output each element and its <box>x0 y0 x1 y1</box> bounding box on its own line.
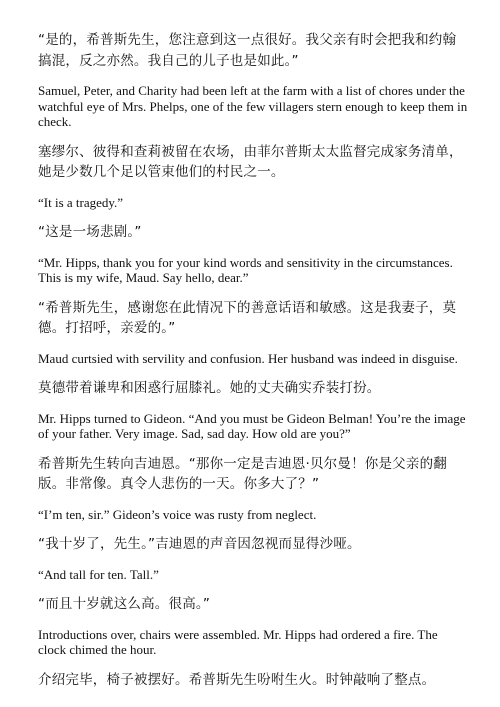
paragraph-zh: 塞缪尔、彼得和查莉被留在农场，由菲尔普斯太太监督完成家务清单，她是少数几个足以管束他们的村民之一。 <box>38 143 463 180</box>
paragraph-zh: 希普斯先生转向吉迪恩。“那你一定是吉迪恩·贝尔曼！你是父亲的翻版。非常像。真令人悲伤的一天。你多大了？” <box>38 455 447 492</box>
paragraph-en: “I’m ten, sir.” Gideon’s voice was rusty from neglect. <box>38 506 317 522</box>
paragraph-en: Maud curtsied with servility and confusion. Her husband was indeed in disguise. <box>38 350 458 366</box>
paragraph-zh: “这是一场悲剧。” <box>38 224 142 240</box>
paragraph-zh: “是的，希普斯先生，您注意到这一点很好。我父亲有时会把我和约翰搞混，反之亦然。我自己的儿子也是如此。” <box>38 32 457 69</box>
paragraph-en: “It is a tragedy.” <box>38 194 124 210</box>
paragraph-en: Introductions over, chairs were assembled. Mr. Hipps had ordered a fire. The clock chimed the hour. <box>38 626 438 657</box>
paragraph-en: “Mr. Hipps, thank you for your kind words and sensitivity in the circumstances. This is my wife, Maud. Say hello, dear.” <box>38 254 453 285</box>
paragraph-zh: “希普斯先生，感谢您在此情况下的善意话语和敏感。这是我妻子，莫德。打招呼，亲爱的。” <box>38 299 457 336</box>
paragraph-zh: 莫德带着谦卑和困惑行屈膝礼。她的丈夫确实乔装打扮。 <box>38 380 381 396</box>
paragraph-en: Mr. Hipps turned to Gideon. “And you must be Gideon Belman! You’re the image of your father. Very image. Sad, sad day. How old are you?” <box>38 410 466 441</box>
paragraph-zh: 介绍完毕，椅子被摆好。希普斯先生吩咐生火。时钟敲响了整点。 <box>38 671 436 688</box>
paragraph-zh: “我十岁了，先生。”吉迪恩的声音因忽视而显得沙哑。 <box>38 536 361 552</box>
paragraph-en: “And tall for ten. Tall.” <box>38 566 159 582</box>
paragraph-zh: “而且十岁就这么高。很高。” <box>38 596 211 612</box>
paragraph-en: Samuel, Peter, and Charity had been left at the farm with a list of chores under the watchful eye of Mrs. Phelps, one of the few villagers stern enough to keep them in check. <box>38 83 468 129</box>
document-page <box>38 30 468 702</box>
